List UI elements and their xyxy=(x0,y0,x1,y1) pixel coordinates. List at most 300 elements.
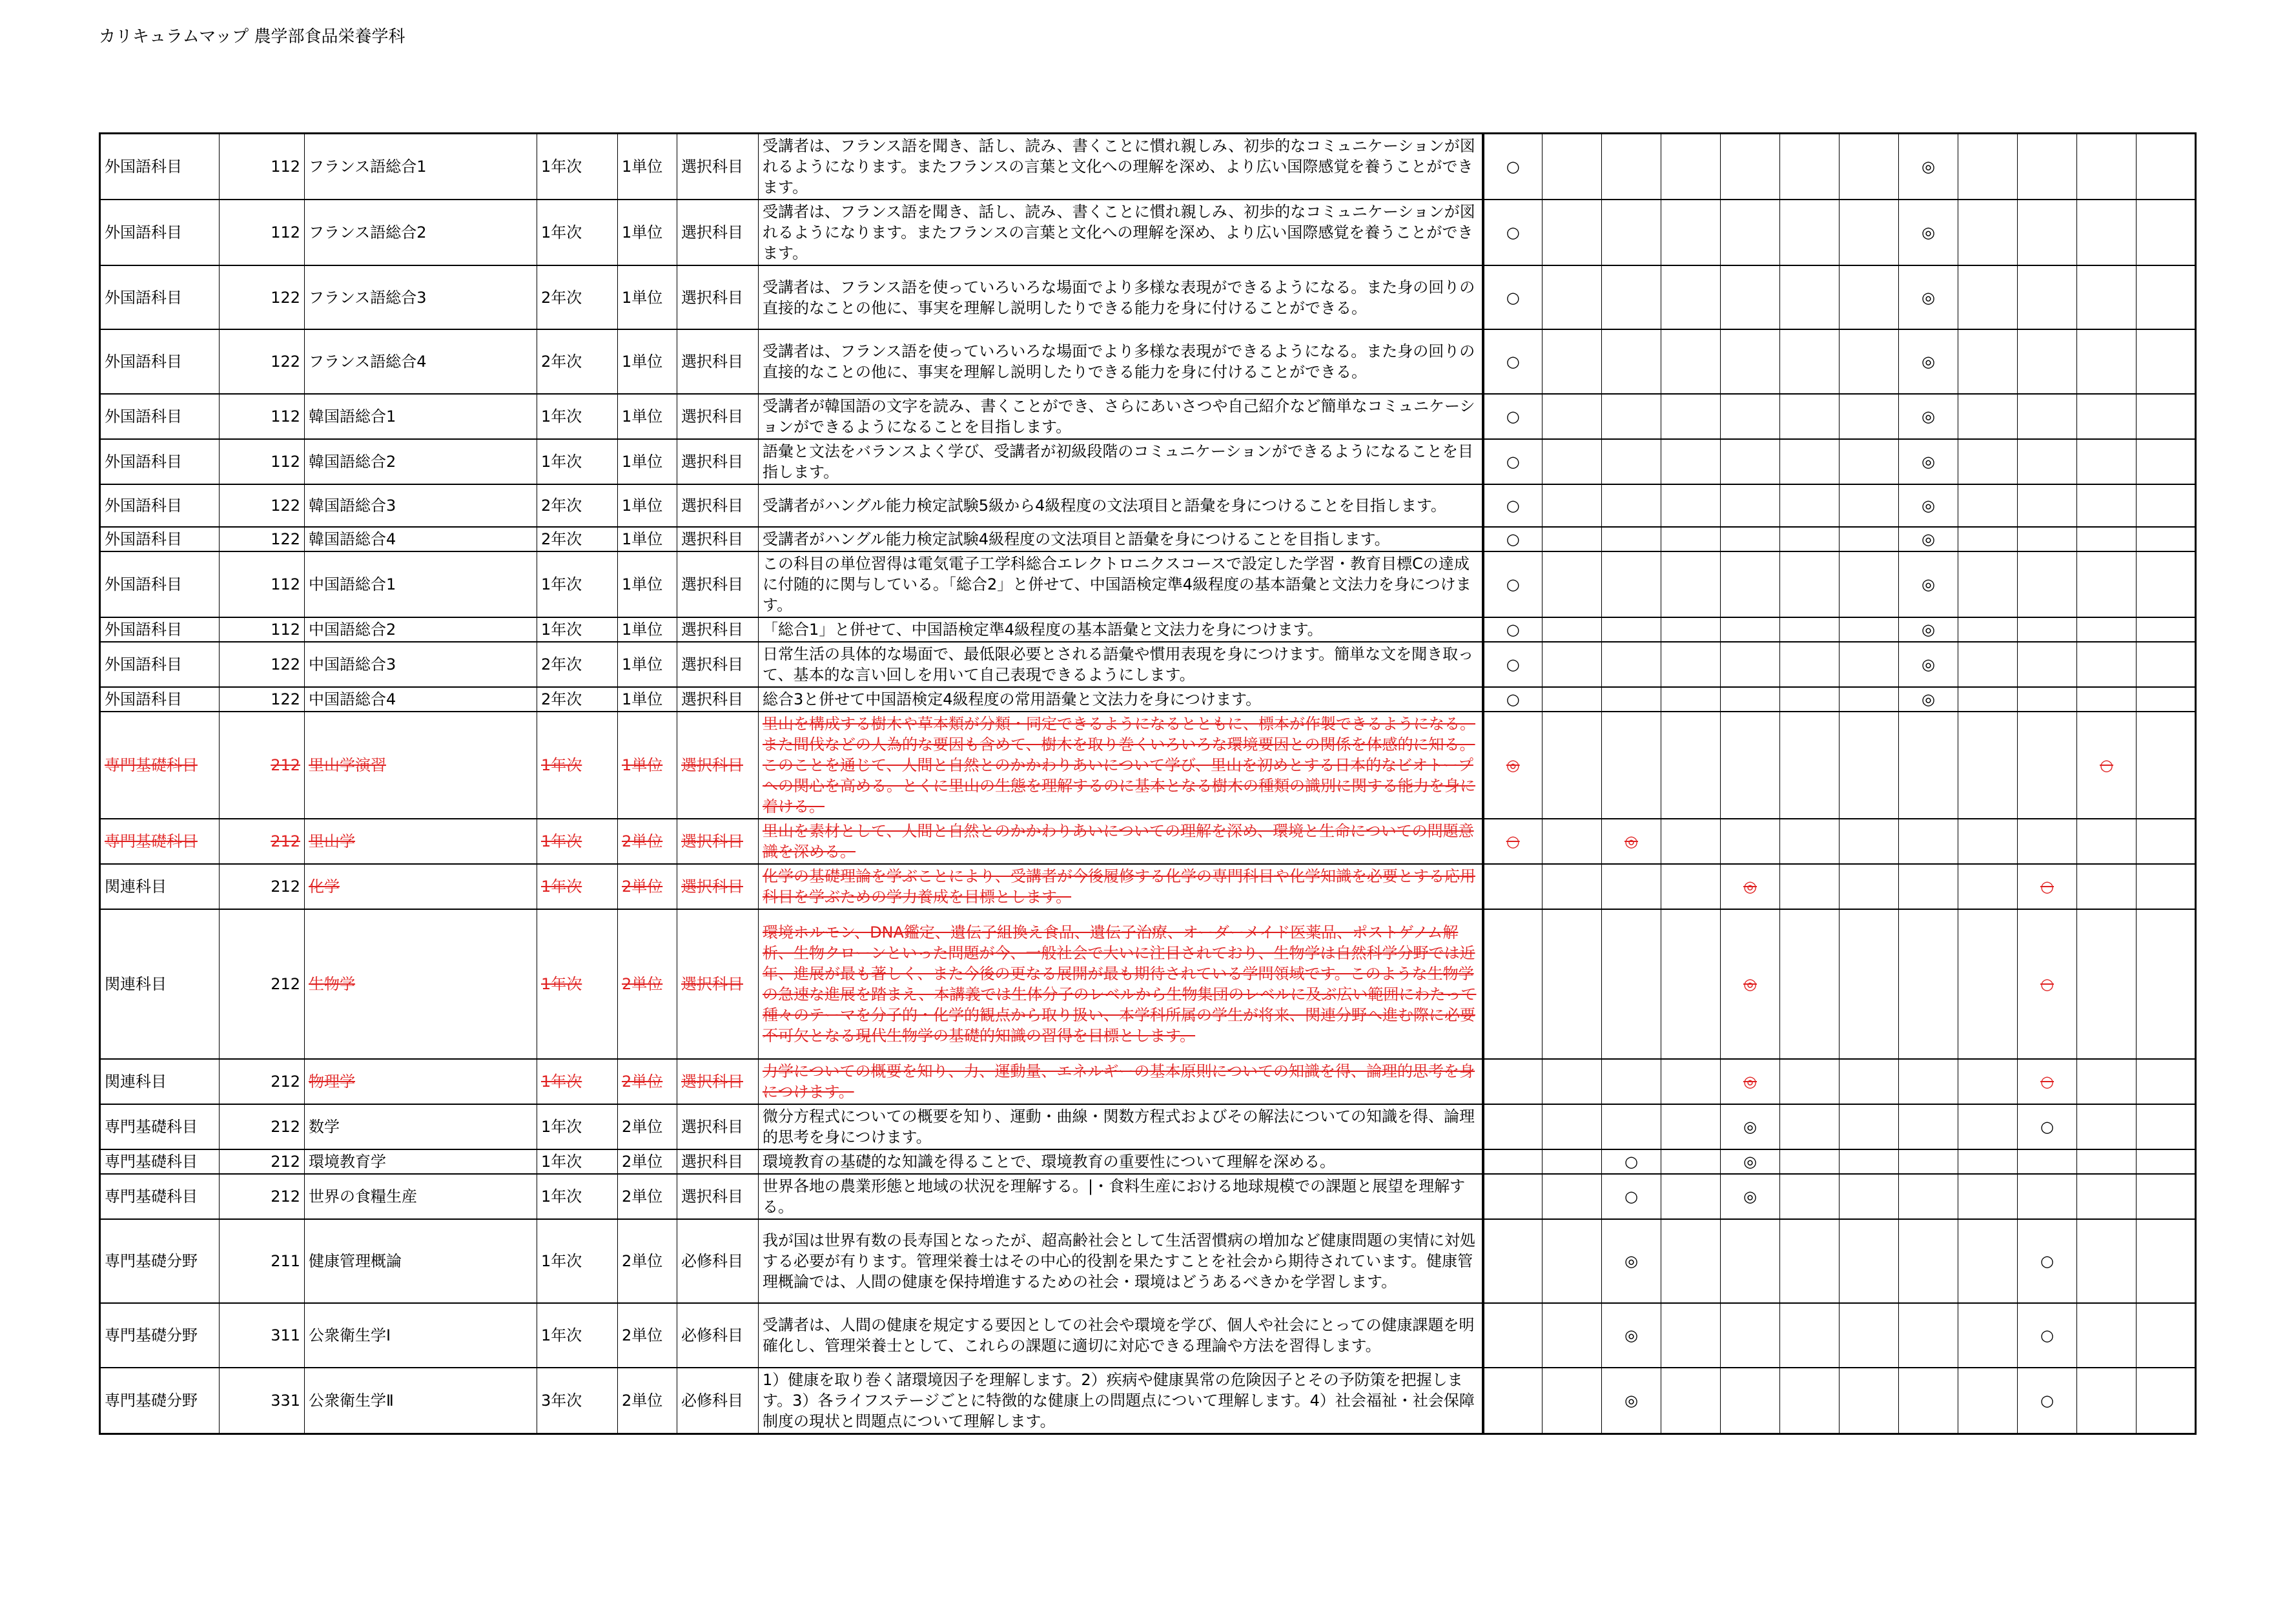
table-row xyxy=(100,864,2196,909)
table-row xyxy=(100,1059,2196,1104)
mark-cell xyxy=(1780,909,1840,1059)
year-cell: 1年次 xyxy=(537,712,618,819)
mark-cell xyxy=(1958,819,2018,864)
mark-cell xyxy=(2077,864,2137,909)
year-cell: 1年次 xyxy=(537,439,618,484)
mark-cell xyxy=(1780,200,1840,265)
course-type-cell: 選択科目 xyxy=(677,909,759,1059)
mark-cell xyxy=(1780,1149,1840,1174)
mark-cell xyxy=(1899,1303,1958,1368)
description-cell: 日常生活の具体的な場面で、最低限必要とされる語彙や慣用表現を身につけます。簡単な文を聞き取って、基本的な言い回しを用いて自己表現できるようにします。 xyxy=(759,642,1483,687)
table-row xyxy=(100,1303,2196,1368)
mark-cell xyxy=(1602,864,1661,909)
mark-cell: ○ xyxy=(1483,819,1543,864)
mark-cell xyxy=(1840,1219,1899,1303)
category-cell: 外国語科目 xyxy=(100,134,220,200)
table-row xyxy=(100,687,2196,712)
mark-cell xyxy=(1661,1149,1721,1174)
course-name-cell: 中国語総合3 xyxy=(305,642,537,687)
mark-cell xyxy=(1958,1303,2018,1368)
category-cell: 外国語科目 xyxy=(100,687,220,712)
mark-cell: ◎ xyxy=(1721,1059,1780,1104)
mark-cell xyxy=(1602,527,1661,551)
mark-cell xyxy=(1721,394,1780,439)
course-name-cell: 里山学 xyxy=(305,819,537,864)
mark-cell xyxy=(2137,394,2196,439)
mark-cell xyxy=(1899,909,1958,1059)
mark-cell xyxy=(1780,134,1840,200)
mark-cell xyxy=(1899,864,1958,909)
mark-cell xyxy=(1543,1219,1602,1303)
mark-cell xyxy=(1661,265,1721,329)
mark-cell xyxy=(2077,527,2137,551)
mark-cell: ○ xyxy=(2018,864,2077,909)
mark-cell xyxy=(1899,819,1958,864)
mark-cell xyxy=(2137,819,2196,864)
mark-cell: ◎ xyxy=(1721,864,1780,909)
description-cell: 受講者は、フランス語を使っていろいろな場面でより多様な表現ができるようになる。また身の回りの直接的なことの他に、事実を理解し説明したりできる能力を身に付けることができる。 xyxy=(759,329,1483,394)
course-type-cell: 必修科目 xyxy=(677,1219,759,1303)
year-cell: 2年次 xyxy=(537,265,618,329)
course-name-cell: 化学 xyxy=(305,864,537,909)
mark-cell xyxy=(1958,329,2018,394)
mark-cell xyxy=(1602,687,1661,712)
mark-cell xyxy=(1780,1104,1840,1149)
mark-cell xyxy=(2137,265,2196,329)
course-name-cell: 韓国語総合3 xyxy=(305,484,537,527)
category-cell: 専門基礎分野 xyxy=(100,1303,220,1368)
description-cell: 環境ホルモン、DNA鑑定、遺伝子組換え食品、遺伝子治療、オーダーメイド医薬品、ポストゲノム解析、生物クローンといった問題が今、一般社会で大いに注目されており、生物学は自然科学分野では近年、進展が最も著しく、また今後の更なる展開が最も期待されている学問領域です。このような生物学の急速な進展を踏まえ、本講義では生体分子のレベルから生物集団のレベルに及ぶ広い範囲にわたって種々のテーマを分子的・化学的観点から取り扱い、本学科所属の学生が将来、関連分野へ進む際に必要不可欠となる現代生物学の基礎的知識の習得を目標とします。 xyxy=(759,909,1483,1059)
mark-cell: ◎ xyxy=(1899,265,1958,329)
category-cell: 外国語科目 xyxy=(100,200,220,265)
mark-cell xyxy=(1840,909,1899,1059)
mark-cell xyxy=(1543,394,1602,439)
mark-cell xyxy=(1721,551,1780,617)
table-row xyxy=(100,819,2196,864)
category-cell: 専門基礎科目 xyxy=(100,1174,220,1219)
mark-cell xyxy=(1543,551,1602,617)
mark-cell: ○ xyxy=(2018,1219,2077,1303)
unit-cell: 1単位 xyxy=(618,200,677,265)
mark-cell: ◎ xyxy=(1721,1149,1780,1174)
description-cell: 化学の基礎理論を学ぶことにより、受講者が今後履修する化学の専門科目や化学知識を必要とする応用科目を学ぶための学力養成を目標とします。 xyxy=(759,864,1483,909)
mark-cell xyxy=(1543,200,1602,265)
mark-cell: ○ xyxy=(1483,617,1543,642)
category-cell: 外国語科目 xyxy=(100,439,220,484)
mark-cell xyxy=(1780,1174,1840,1219)
mark-cell xyxy=(2137,484,2196,527)
table-row xyxy=(100,265,2196,329)
mark-cell xyxy=(1780,1303,1840,1368)
course-number-cell: 212 xyxy=(220,864,305,909)
description-cell: この科目の単位習得は電気電子工学科総合エレクトロニクスコースで設定した学習・教育目標Cの達成に付随的に関与している。「総合2」と併せて、中国語検定準4級程度の基本語彙と文法力を身につけます。 xyxy=(759,551,1483,617)
mark-cell xyxy=(1483,1149,1543,1174)
mark-cell xyxy=(2137,200,2196,265)
mark-cell xyxy=(1721,1219,1780,1303)
mark-cell xyxy=(1721,329,1780,394)
year-cell: 2年次 xyxy=(537,687,618,712)
unit-cell: 2単位 xyxy=(618,1174,677,1219)
description-cell: 受講者は、人間の健康を規定する要因としての社会や環境を学び、個人や社会にとっての健康課題を明確化し、管理栄養士として、これらの課題に適切に対応できる理論や方法を習得します。 xyxy=(759,1303,1483,1368)
mark-cell xyxy=(1958,909,2018,1059)
mark-cell xyxy=(2077,439,2137,484)
mark-cell xyxy=(2018,551,2077,617)
mark-cell xyxy=(1602,134,1661,200)
category-cell: 専門基礎科目 xyxy=(100,1149,220,1174)
course-type-cell: 選択科目 xyxy=(677,864,759,909)
description-cell: 世界各地の農業形態と地域の状況を理解する。|・食料生産における地球規模での課題と展望を理解する。 xyxy=(759,1174,1483,1219)
mark-cell xyxy=(1602,909,1661,1059)
mark-cell xyxy=(2077,617,2137,642)
mark-cell xyxy=(1602,642,1661,687)
mark-cell xyxy=(1958,1059,2018,1104)
mark-cell xyxy=(1661,1104,1721,1149)
mark-cell: ◎ xyxy=(1602,1368,1661,1434)
unit-cell: 2単位 xyxy=(618,1059,677,1104)
course-number-cell: 212 xyxy=(220,1149,305,1174)
mark-cell: ◎ xyxy=(1899,642,1958,687)
table-row xyxy=(100,1368,2196,1434)
mark-cell: ◎ xyxy=(1721,1174,1780,1219)
mark-cell xyxy=(1840,394,1899,439)
course-type-cell: 選択科目 xyxy=(677,134,759,200)
year-cell: 1年次 xyxy=(537,200,618,265)
unit-cell: 2単位 xyxy=(618,819,677,864)
mark-cell xyxy=(2137,1219,2196,1303)
mark-cell xyxy=(1958,864,2018,909)
mark-cell xyxy=(2077,1104,2137,1149)
course-number-cell: 212 xyxy=(220,712,305,819)
course-type-cell: 必修科目 xyxy=(677,1303,759,1368)
mark-cell xyxy=(1602,394,1661,439)
table-row xyxy=(100,617,2196,642)
mark-cell: ◎ xyxy=(1602,819,1661,864)
mark-cell xyxy=(1661,527,1721,551)
mark-cell: ○ xyxy=(1483,200,1543,265)
mark-cell xyxy=(1543,329,1602,394)
course-name-cell: 環境教育学 xyxy=(305,1149,537,1174)
mark-cell: ○ xyxy=(1483,439,1543,484)
mark-cell xyxy=(2077,551,2137,617)
mark-cell: ◎ xyxy=(1721,909,1780,1059)
mark-cell xyxy=(1840,642,1899,687)
table-row xyxy=(100,1104,2196,1149)
table-row xyxy=(100,484,2196,527)
year-cell: 3年次 xyxy=(537,1368,618,1434)
mark-cell xyxy=(1543,1174,1602,1219)
mark-cell xyxy=(1721,265,1780,329)
mark-cell: ○ xyxy=(1483,134,1543,200)
mark-cell xyxy=(1780,642,1840,687)
mark-cell xyxy=(2018,329,2077,394)
mark-cell xyxy=(1958,394,2018,439)
mark-cell xyxy=(2018,687,2077,712)
mark-cell: ◎ xyxy=(1602,1219,1661,1303)
mark-cell xyxy=(2077,1219,2137,1303)
mark-cell: ◎ xyxy=(1899,200,1958,265)
description-cell: 総合3と併せて中国語検定4級程度の常用語彙と文法力を身につけます。 xyxy=(759,687,1483,712)
mark-cell xyxy=(2137,1174,2196,1219)
mark-cell xyxy=(2077,642,2137,687)
year-cell: 2年次 xyxy=(537,527,618,551)
course-name-cell: フランス語総合2 xyxy=(305,200,537,265)
unit-cell: 2単位 xyxy=(618,1219,677,1303)
course-type-cell: 必修科目 xyxy=(677,1368,759,1434)
mark-cell xyxy=(1958,712,2018,819)
mark-cell xyxy=(2018,134,2077,200)
mark-cell xyxy=(1780,527,1840,551)
mark-cell: ◎ xyxy=(1602,1303,1661,1368)
year-cell: 1年次 xyxy=(537,551,618,617)
course-name-cell: 中国語総合2 xyxy=(305,617,537,642)
mark-cell: ◎ xyxy=(1899,439,1958,484)
mark-cell: ○ xyxy=(2018,1104,2077,1149)
mark-cell xyxy=(1899,1368,1958,1434)
mark-cell xyxy=(1721,134,1780,200)
mark-cell xyxy=(2137,1059,2196,1104)
mark-cell xyxy=(1780,439,1840,484)
course-type-cell: 選択科目 xyxy=(677,551,759,617)
mark-cell: ◎ xyxy=(1483,712,1543,819)
mark-cell xyxy=(2137,864,2196,909)
mark-cell xyxy=(1899,1059,1958,1104)
mark-cell: ○ xyxy=(1602,1149,1661,1174)
mark-cell xyxy=(1840,484,1899,527)
table-row xyxy=(100,200,2196,265)
unit-cell: 1単位 xyxy=(618,394,677,439)
mark-cell xyxy=(1602,439,1661,484)
mark-cell xyxy=(1958,134,2018,200)
mark-cell: ◎ xyxy=(1899,617,1958,642)
mark-cell xyxy=(1721,527,1780,551)
unit-cell: 2単位 xyxy=(618,1149,677,1174)
mark-cell xyxy=(1721,439,1780,484)
mark-cell: ○ xyxy=(1483,687,1543,712)
course-number-cell: 112 xyxy=(220,200,305,265)
mark-cell xyxy=(2077,484,2137,527)
mark-cell xyxy=(2137,1104,2196,1149)
mark-cell xyxy=(1483,1104,1543,1149)
mark-cell xyxy=(2077,1174,2137,1219)
mark-cell: ○ xyxy=(1483,551,1543,617)
mark-cell xyxy=(1543,1368,1602,1434)
mark-cell xyxy=(1661,819,1721,864)
mark-cell xyxy=(1958,439,2018,484)
mark-cell xyxy=(1543,864,1602,909)
mark-cell xyxy=(1543,484,1602,527)
description-cell: 受講者が韓国語の文字を読み、書くことができ、さらにあいさつや自己紹介など簡単なコミュニケーションができるようになることを目指します。 xyxy=(759,394,1483,439)
mark-cell xyxy=(1543,642,1602,687)
mark-cell xyxy=(2137,909,2196,1059)
course-name-cell: 韓国語総合2 xyxy=(305,439,537,484)
mark-cell xyxy=(1840,200,1899,265)
mark-cell xyxy=(2077,819,2137,864)
mark-cell xyxy=(1899,1219,1958,1303)
mark-cell xyxy=(1899,1104,1958,1149)
mark-cell xyxy=(2137,1368,2196,1434)
mark-cell xyxy=(1661,712,1721,819)
mark-cell xyxy=(1840,617,1899,642)
mark-cell xyxy=(1780,394,1840,439)
category-cell: 外国語科目 xyxy=(100,329,220,394)
mark-cell xyxy=(2077,134,2137,200)
course-name-cell: 韓国語総合4 xyxy=(305,527,537,551)
mark-cell xyxy=(1899,712,1958,819)
mark-cell xyxy=(2018,712,2077,819)
course-type-cell: 選択科目 xyxy=(677,1149,759,1174)
mark-cell xyxy=(1780,484,1840,527)
mark-cell xyxy=(1661,200,1721,265)
mark-cell xyxy=(1721,1303,1780,1368)
year-cell: 2年次 xyxy=(537,329,618,394)
unit-cell: 2単位 xyxy=(618,1303,677,1368)
mark-cell xyxy=(1958,1219,2018,1303)
mark-cell xyxy=(2137,1303,2196,1368)
description-cell: 里山を素材として、人間と自然とのかかわりあいについての理解を深め、環境と生命についての問題意識を深める。 xyxy=(759,819,1483,864)
mark-cell: ○ xyxy=(1483,642,1543,687)
mark-cell xyxy=(1543,712,1602,819)
course-type-cell: 選択科目 xyxy=(677,265,759,329)
mark-cell xyxy=(1661,1303,1721,1368)
mark-cell xyxy=(1899,1174,1958,1219)
mark-cell: ○ xyxy=(1483,527,1543,551)
mark-cell xyxy=(1840,1059,1899,1104)
mark-cell xyxy=(2137,712,2196,819)
description-cell: 「総合1」と併せて、中国語検定準4級程度の基本語彙と文法力を身につけます。 xyxy=(759,617,1483,642)
mark-cell xyxy=(1602,617,1661,642)
year-cell: 1年次 xyxy=(537,617,618,642)
mark-cell xyxy=(1483,1219,1543,1303)
table-row xyxy=(100,1149,2196,1174)
mark-cell xyxy=(1483,1368,1543,1434)
mark-cell xyxy=(1602,329,1661,394)
mark-cell xyxy=(1840,1174,1899,1219)
course-number-cell: 112 xyxy=(220,394,305,439)
course-number-cell: 112 xyxy=(220,439,305,484)
mark-cell xyxy=(2018,527,2077,551)
mark-cell xyxy=(1661,1174,1721,1219)
mark-cell xyxy=(2077,909,2137,1059)
course-number-cell: 122 xyxy=(220,329,305,394)
year-cell: 2年次 xyxy=(537,642,618,687)
table-row xyxy=(100,551,2196,617)
mark-cell xyxy=(1840,1368,1899,1434)
table-row xyxy=(100,134,2196,200)
table-row xyxy=(100,712,2196,819)
category-cell: 外国語科目 xyxy=(100,527,220,551)
course-number-cell: 211 xyxy=(220,1219,305,1303)
table-row xyxy=(100,527,2196,551)
course-number-cell: 311 xyxy=(220,1303,305,1368)
category-cell: 外国語科目 xyxy=(100,484,220,527)
course-type-cell: 選択科目 xyxy=(677,712,759,819)
mark-cell xyxy=(2018,394,2077,439)
mark-cell xyxy=(2018,642,2077,687)
mark-cell: ○ xyxy=(2018,909,2077,1059)
page-title: カリキュラムマップ 農学部食品栄養学科 xyxy=(99,27,405,46)
course-number-cell: 122 xyxy=(220,484,305,527)
mark-cell xyxy=(2137,439,2196,484)
mark-cell xyxy=(1661,617,1721,642)
mark-cell xyxy=(1840,712,1899,819)
mark-cell: ○ xyxy=(2018,1059,2077,1104)
mark-cell xyxy=(1543,617,1602,642)
description-cell: 受講者がハングル能力検定試験5級から4級程度の文法項目と語彙を身につけることを目指します。 xyxy=(759,484,1483,527)
mark-cell xyxy=(1780,687,1840,712)
course-type-cell: 選択科目 xyxy=(677,394,759,439)
mark-cell xyxy=(2077,1149,2137,1174)
description-cell: 受講者は、フランス語を使っていろいろな場面でより多様な表現ができるようになる。また身の回りの直接的なことの他に、事実を理解し説明したりできる能力を身に付けることができる。 xyxy=(759,265,1483,329)
unit-cell: 2単位 xyxy=(618,1104,677,1149)
mark-cell xyxy=(1543,527,1602,551)
mark-cell xyxy=(1840,1303,1899,1368)
course-name-cell: 物理学 xyxy=(305,1059,537,1104)
mark-cell xyxy=(1958,1368,2018,1434)
description-cell: 我が国は世界有数の長寿国となったが、超高齢社会として生活習慣病の増加など健康問題の実情に対処する必要が有ります。管理栄養士はその中心的役割を果たすことを社会から期待されています。健康管理概論では、人間の健康を保持増進するための社会・環境はどうあるべきかを学習します。 xyxy=(759,1219,1483,1303)
mark-cell xyxy=(1840,687,1899,712)
category-cell: 専門基礎科目 xyxy=(100,712,220,819)
year-cell: 1年次 xyxy=(537,1174,618,1219)
category-cell: 専門基礎分野 xyxy=(100,1368,220,1434)
mark-cell xyxy=(2018,617,2077,642)
description-cell: 語彙と文法をバランスよく学び、受講者が初級段階のコミュニケーションができるようになることを目指します。 xyxy=(759,439,1483,484)
description-cell: 受講者は、フランス語を聞き、話し、読み、書くことに慣れ親しみ、初歩的なコミュニケーションが図れるようになります。またフランスの言葉と文化への理解を深め、より広い国際感覚を養うことができます。 xyxy=(759,200,1483,265)
mark-cell xyxy=(1661,864,1721,909)
course-name-cell: 里山学演習 xyxy=(305,712,537,819)
description-cell: 受講者は、フランス語を聞き、話し、読み、書くことに慣れ親しみ、初歩的なコミュニケーションが図れるようになります。またフランスの言葉と文化への理解を深め、より広い国際感覚を養うことができます。 xyxy=(759,134,1483,200)
mark-cell xyxy=(1780,864,1840,909)
mark-cell xyxy=(1483,864,1543,909)
category-cell: 専門基礎分野 xyxy=(100,1219,220,1303)
table-row xyxy=(100,1219,2196,1303)
mark-cell: ○ xyxy=(2018,1303,2077,1368)
category-cell: 外国語科目 xyxy=(100,265,220,329)
mark-cell xyxy=(2018,484,2077,527)
table-row xyxy=(100,439,2196,484)
course-type-cell: 選択科目 xyxy=(677,1059,759,1104)
mark-cell xyxy=(2077,200,2137,265)
course-name-cell: 中国語総合4 xyxy=(305,687,537,712)
mark-cell xyxy=(1721,200,1780,265)
course-type-cell: 選択科目 xyxy=(677,484,759,527)
mark-cell xyxy=(2137,617,2196,642)
description-cell: 受講者がハングル能力検定試験4級程度の文法項目と語彙を身につけることを目指します。 xyxy=(759,527,1483,551)
mark-cell: ◎ xyxy=(1899,329,1958,394)
mark-cell xyxy=(1483,1303,1543,1368)
mark-cell: ◎ xyxy=(1899,484,1958,527)
mark-cell xyxy=(1543,1303,1602,1368)
mark-cell xyxy=(1840,527,1899,551)
mark-cell xyxy=(1721,642,1780,687)
mark-cell xyxy=(1780,329,1840,394)
year-cell: 1年次 xyxy=(537,394,618,439)
mark-cell xyxy=(2137,551,2196,617)
unit-cell: 1単位 xyxy=(618,642,677,687)
mark-cell xyxy=(1780,819,1840,864)
year-cell: 1年次 xyxy=(537,1059,618,1104)
mark-cell xyxy=(1483,909,1543,1059)
year-cell: 1年次 xyxy=(537,819,618,864)
mark-cell xyxy=(2137,642,2196,687)
mark-cell xyxy=(1483,1059,1543,1104)
mark-cell xyxy=(1840,551,1899,617)
category-cell: 外国語科目 xyxy=(100,642,220,687)
description-cell: 微分方程式についての概要を知り、運動・曲線・関数方程式およびその解法についての知識を得、論理的思考を身につけます。 xyxy=(759,1104,1483,1149)
mark-cell xyxy=(1543,819,1602,864)
mark-cell xyxy=(1661,439,1721,484)
course-type-cell: 選択科目 xyxy=(677,819,759,864)
mark-cell xyxy=(1661,394,1721,439)
